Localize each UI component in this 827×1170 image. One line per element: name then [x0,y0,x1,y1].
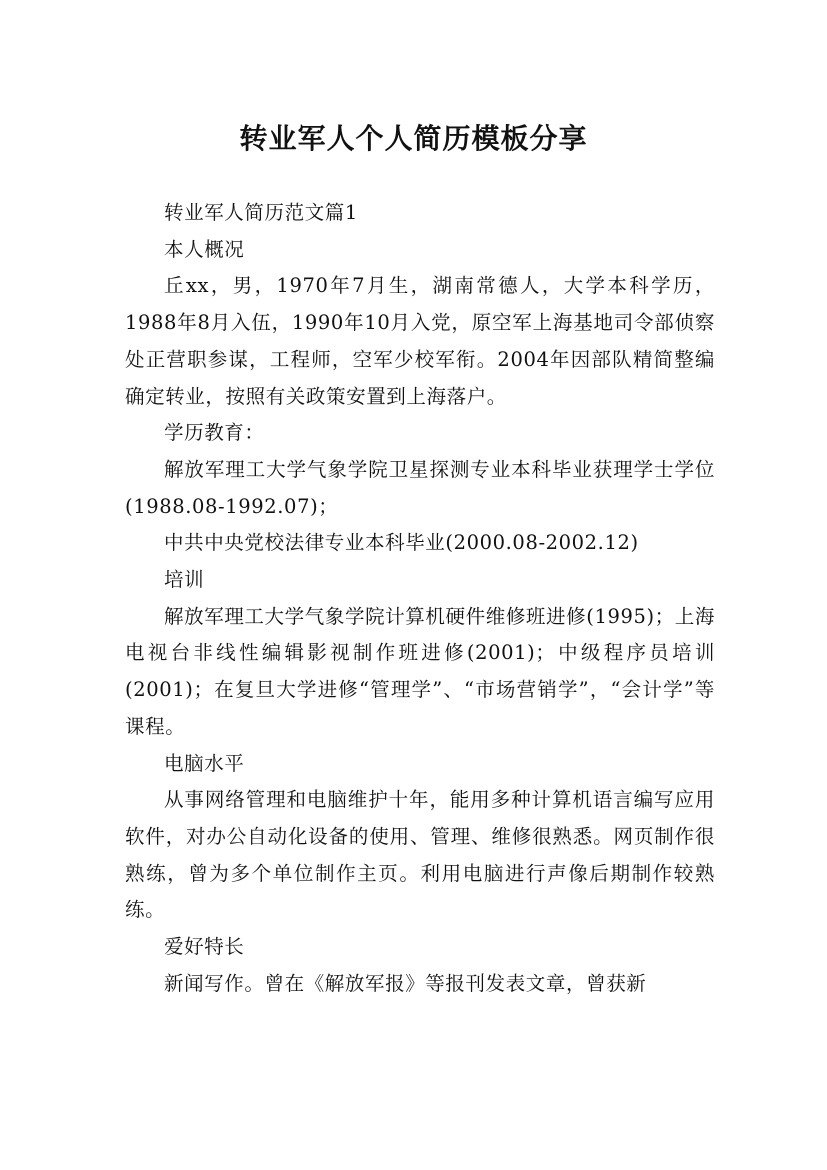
paragraph-overview-heading: 本人概况 [164,237,245,261]
paragraph-education-2: 中共中央党校法律专业本科毕业(2000.08-2002.12) [164,531,639,555]
paragraph-computer-heading: 电脑水平 [164,751,245,775]
paragraph-overview: 丘xx，男，1970年7月生，湖南常德人，大学本科学历，1988年8月入伍，1990年10月入党，原空军上海基地司令部侦察处正营职参谋，工程师，空军少校军衔。2004年因部队精简整编确定转业，按照有关政策安置到上海落户。 [125,274,715,408]
document-title: 转业军人个人简历模板分享 [239,121,588,155]
document-body [125,195,715,1002]
paragraph-computer: 从事网络管理和电脑维护十年，能用多种计算机语言编写应用软件，对办公自动化设备的使用、管理、维修很熟悉。网页制作很熟练，曾为多个单位制作主页。利用电脑进行声像后期制作较熟练。 [125,788,715,922]
paragraph-hobbies-heading: 爱好特长 [164,935,245,959]
paragraph-hobbies: 新闻写作。曾在《解放军报》等报刊发表文章，曾获新 [164,971,647,995]
paragraph-training: 解放军理工大学气象学院计算机硬件维修班进修(1995)；上海电视台非线性编辑影视制作班进修(2001)；中级程序员培训 (2001)；在复旦大学进修“管理学”、“市场营销学”，“会计学”等课程。 [125,604,715,738]
paragraph-education-heading: 学历教育： [164,421,265,445]
paragraph-section-heading: 转业军人简历范文篇1 [164,201,358,224]
paragraph-training-heading: 培训 [164,568,205,592]
paragraph-education-1: 解放军理工大学气象学院卫星探测专业本科毕业获理学士学位(1988.08-1992.07)； [125,457,715,518]
